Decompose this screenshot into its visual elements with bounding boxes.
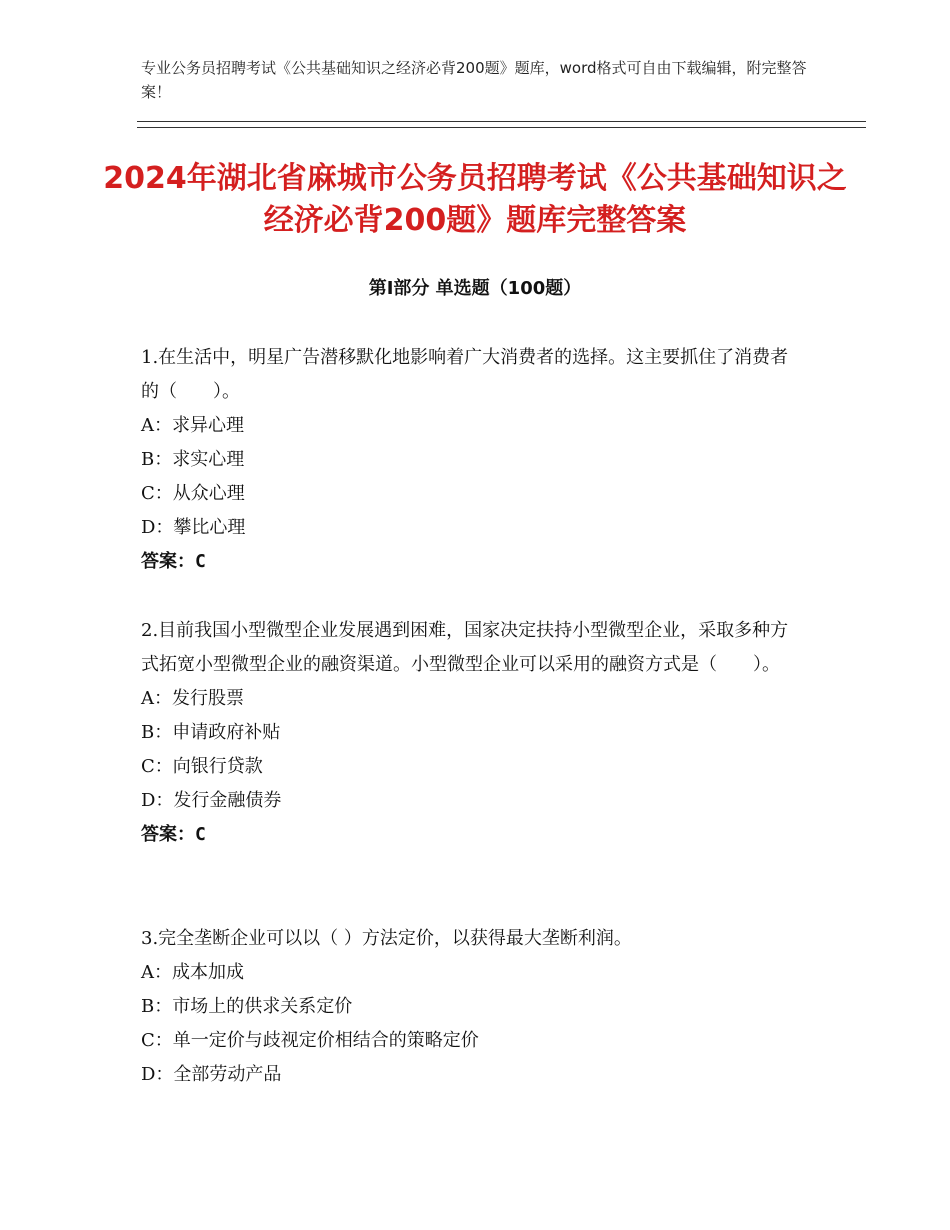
option-c: C：向银行贷款 [141, 756, 263, 777]
question-stem: 1.在生活中，明星广告潜移默化地影响着广大消费者的选择。这主要抓住了消费者的（ ）。 [141, 347, 789, 402]
question-2 [141, 614, 801, 852]
answer-label: 答案： [141, 824, 195, 845]
question-3 [141, 922, 801, 1092]
option-c: C：单一定价与歧视定价相结合的策略定价 [141, 1030, 479, 1051]
option-b: B：市场上的供求关系定价 [141, 996, 353, 1017]
answer-value: C [195, 551, 206, 572]
answer-label: 答案： [141, 551, 195, 572]
question-stem: 3.完全垄断企业可以以（ ）方法定价，以获得最大垄断利润。 [141, 928, 632, 949]
answer-line [141, 545, 801, 579]
answer-line [141, 818, 801, 852]
answer-value: C [195, 824, 206, 845]
option-b: B：求实心理 [141, 449, 245, 470]
option-a: A：成本加成 [141, 962, 244, 983]
option-a: A：发行股票 [141, 688, 244, 709]
option-d: D：攀比心理 [141, 517, 246, 538]
header-note: 专业公务员招聘考试《公共基础知识之经济必背200题》题库，word格式可自由下载编辑，附完整答案！ [141, 59, 807, 101]
question-1 [141, 341, 801, 579]
option-a: A：求异心理 [141, 415, 244, 436]
option-d: D：发行金融债券 [141, 790, 282, 811]
section-title: 第Ⅰ部分 单选题（100题） [368, 278, 582, 299]
option-c: C：从众心理 [141, 483, 245, 504]
header-divider [137, 121, 866, 128]
option-b: B：申请政府补贴 [141, 722, 281, 743]
document-title: 2024年湖北省麻城市公务员招聘考试《公共基础知识之经济必背200题》题库完整答案 [103, 161, 847, 238]
question-stem: 2.目前我国小型微型企业发展遇到困难，国家决定扶持小型微型企业，采取多种方式拓宽小型微型企业的融资渠道。小型微型企业可以采用的融资方式是（ ）。 [141, 620, 789, 675]
option-d: D：全部劳动产品 [141, 1064, 282, 1085]
